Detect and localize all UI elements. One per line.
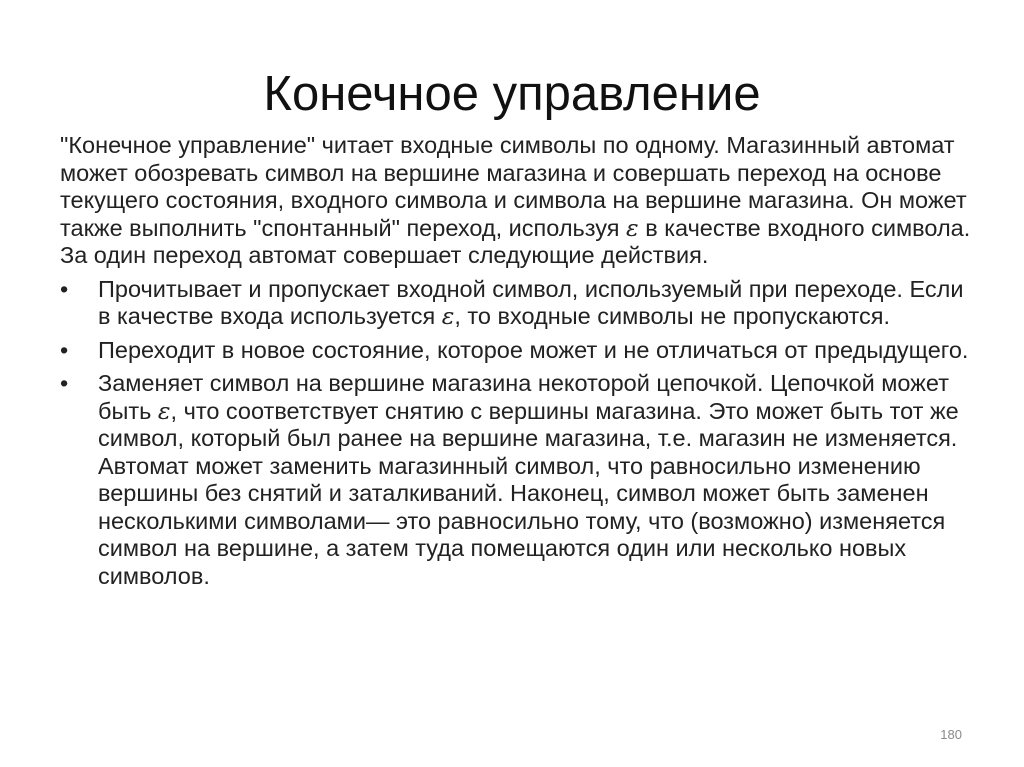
page-number: 180 — [940, 727, 962, 742]
slide-body — [60, 132, 980, 596]
epsilon-symbol: ε — [157, 396, 171, 425]
intro-paragraph — [60, 132, 980, 270]
bullet-3-text-part-2: , что соответствует снятию с вершины магазина. Это может быть тот же символ, который был ранее на вершине магазина, т.е. магазин не изменяется. Автомат может заменить магазинный символ, что равносильно изменению вершины без снятий и заталкиваний. Наконец, символ может быть заменен несколькими символами— это равносильно тому, что (возможно) изменяется символ на вершине, а затем туда помещаются один или несколько новых символов. — [98, 397, 959, 589]
bullet-marker: • — [60, 370, 69, 396]
bullet-marker: • — [60, 336, 69, 363]
bullet-3-text-part-1: Заменяет символ на вершине магазина некоторой цепочкой. Цепочкой может быть — [98, 370, 949, 424]
bullet-1-text-part-1: Прочитывает и пропускает входной символ, используемый при переходе. Если в качестве входа используется — [98, 275, 964, 329]
epsilon-symbol: ε — [626, 213, 639, 242]
bullet-marker: • — [60, 275, 69, 302]
bullet-list — [60, 276, 980, 591]
intro-text-part-2: в качестве входного символа. За один переход автомат совершает следующие действия. — [60, 214, 971, 268]
bullet-item-2 — [60, 337, 980, 365]
bullet-2-text: Переходит в новое состояние, которое может и не отличаться от предыдущего. — [98, 336, 969, 363]
slide-title: Конечное управление — [263, 67, 761, 121]
bullet-item-1 — [60, 276, 980, 331]
intro-text-part-1: "Конечное управление" читает входные символы по одному. Магазинный автомат может обозревать символ на вершине магазина и совершать переход на основе текущего состояния, входного символа и символа на вершине магазина. Он может также выполнить "спонтанный" переход, используя — [60, 132, 967, 241]
bullet-1-text-part-2: , то входные символы не пропускаются. — [454, 303, 891, 329]
epsilon-symbol: ε — [441, 302, 455, 330]
bullet-item-3 — [60, 370, 980, 590]
